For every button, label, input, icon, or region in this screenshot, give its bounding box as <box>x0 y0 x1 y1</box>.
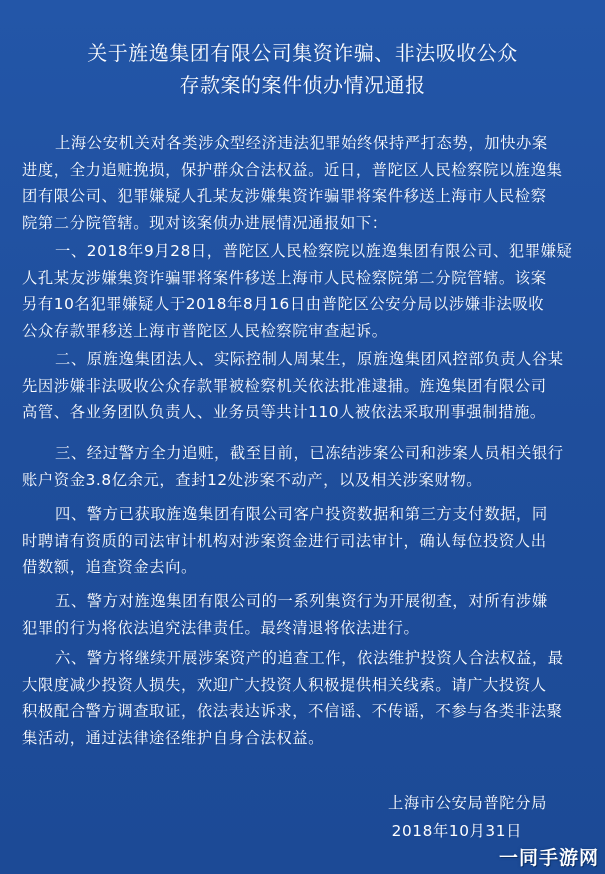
paragraph-line: 大限度减少投资人损失，欢迎广大投资人积极提供相关线索。请广大投资人 <box>22 675 547 694</box>
paragraph-line: 五、警方对旌逸集团有限公司的一系列集资行为开展彻查，对所有涉嫌 <box>55 592 548 610</box>
paragraph-item-5 <box>22 588 578 641</box>
site-watermark: 一同手游网 <box>498 847 599 869</box>
paragraph-item-4 <box>22 501 578 581</box>
paragraph-item-1 <box>22 238 578 344</box>
paragraph-line: 先因涉嫌非法吸收公众存款罪被检察机关依法批准逮捕。旌逸集团有限公司 <box>22 376 547 395</box>
signature-organization: 上海市公安局普陀分局 <box>388 794 547 812</box>
paragraph-line: 账户资金3.8亿余元，查封12处涉案不动产，以及相关涉案财物。 <box>22 470 483 489</box>
signature-date: 2018年10月31日 <box>391 822 522 840</box>
paragraph-line: 集活动，通过法律途径维护自身合法权益。 <box>22 728 325 747</box>
paragraph-intro <box>22 130 578 236</box>
paragraph-line: 三、经过警方全力追赃，截至目前，已冻结涉案公司和涉案人员相关银行 <box>55 444 564 462</box>
paragraph-line: 二、原旌逸集团法人、实际控制人周某生，原旌逸集团风控部负责人谷某 <box>55 350 564 368</box>
paragraph-line: 公众存款罪移送上海市普陀区人民检察院审查起诉。 <box>22 321 388 340</box>
notice-title-line-1: 关于旌逸集团有限公司集资诈骗、非法吸收公众 <box>87 41 518 65</box>
paragraph-line: 四、警方已获取旌逸集团有限公司客户投资数据和第三方支付数据，同 <box>55 505 548 523</box>
paragraph-line: 进度，全力追赃挽损，保护群众合法权益。近日，普陀区人民检察院以旌逸集 <box>22 160 563 179</box>
paragraph-line: 积极配合警方调查取证，依法表达诉求，不信谣、不传谣，不参与各类非法聚 <box>22 702 563 720</box>
paragraph-line: 团有限公司、犯罪嫌疑人孔某友涉嫌集资诈骗罪将案件移送上海市人民检察 <box>22 187 547 205</box>
paragraph-line: 高管、各业务团队负责人、业务员等共计110人被依法采取刑事强制措施。 <box>22 403 546 421</box>
paragraph-line: 人孔某友涉嫌集资诈骗罪将案件移送上海市人民检察院第二分院管辖。该案 <box>22 268 547 287</box>
paragraph-line: 院第二分院管辖。现对该案侦办进展情况通报如下： <box>22 213 388 232</box>
paragraph-line: 犯罪的行为将依法追究法律责任。最终清退将依法进行。 <box>22 618 420 637</box>
paragraph-line: 六、警方将继续开展涉案资产的追查工作，依法维护投资人合法权益，最 <box>55 649 564 667</box>
notice-title-line-2: 存款案的案件侦办情况通报 <box>179 73 426 97</box>
paragraph-item-6 <box>22 645 578 751</box>
paragraph-line: 时聘请有资质的司法审计机构对涉案资金进行司法审计，确认每位投资人出 <box>22 531 547 550</box>
paragraph-item-2 <box>22 346 578 426</box>
paragraph-item-3 <box>22 440 578 493</box>
paragraph-line: 一、2018年9月28日，普陀区人民检察院以旌逸集团有限公司、犯罪嫌疑 <box>55 242 573 260</box>
paragraph-line: 借数额，追查资金去向。 <box>22 558 197 576</box>
paragraph-line: 另有10名犯罪嫌疑人于2018年8月16日由普陀区公安分局以涉嫌非法吸收 <box>22 295 545 313</box>
paragraph-line: 上海公安机关对各类涉众型经济违法犯罪始终保持严打态势，加快办案 <box>55 134 548 152</box>
